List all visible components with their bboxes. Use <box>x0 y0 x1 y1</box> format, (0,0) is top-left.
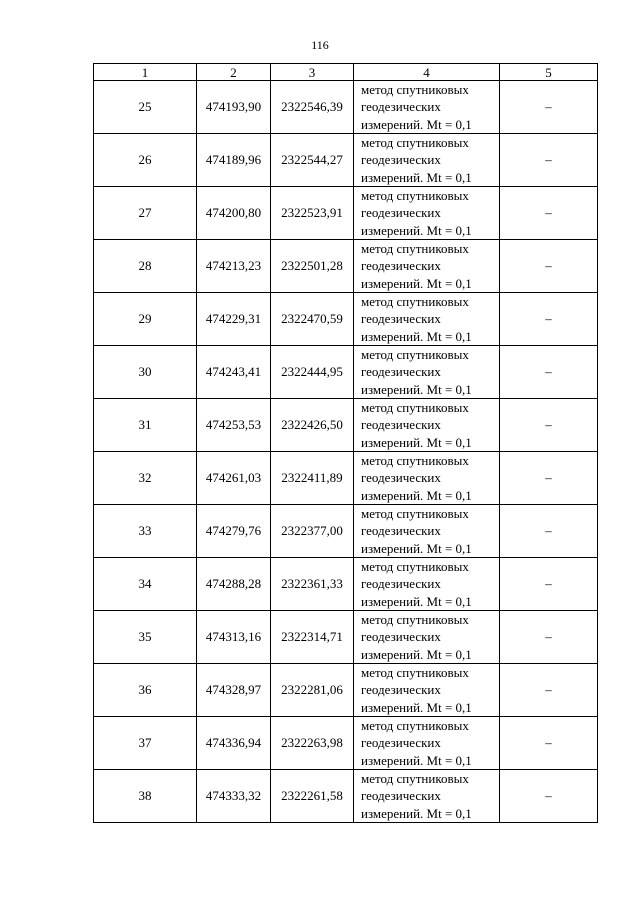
column-header-3: 3 <box>271 64 354 81</box>
y-coordinate-cell: 2322501,28 <box>271 240 354 293</box>
method-line-1: метод спутниковых <box>361 612 469 628</box>
method-line-2: геодезических <box>361 364 441 380</box>
method-line-1: метод спутниковых <box>361 82 469 98</box>
dash-value: – <box>545 682 552 697</box>
table-row <box>94 187 598 240</box>
table-row <box>94 399 598 452</box>
table-row <box>94 240 598 293</box>
column-5-cell <box>500 611 598 664</box>
dash-value: – <box>545 152 552 167</box>
table-row <box>94 717 598 770</box>
dash-value: – <box>545 364 552 379</box>
table-row <box>94 346 598 399</box>
table-row <box>94 452 598 505</box>
method-cell <box>354 81 500 134</box>
method-line-1: метод спутниковых <box>361 665 469 681</box>
x-coordinate-cell: 474253,53 <box>197 399 271 452</box>
method-line-3: измерений. Mt = 0,1 <box>361 646 472 662</box>
column-5-cell <box>500 134 598 187</box>
method-cell <box>354 717 500 770</box>
y-coordinate-cell: 2322261,58 <box>271 770 354 823</box>
x-coordinate-cell: 474333,32 <box>197 770 271 823</box>
x-coordinate-cell: 474189,96 <box>197 134 271 187</box>
x-coordinate-cell: 474200,80 <box>197 187 271 240</box>
method-line-2: геодезических <box>361 258 441 274</box>
point-number-cell: 31 <box>94 399 197 452</box>
dash-value: – <box>545 576 552 591</box>
column-5-cell <box>500 240 598 293</box>
column-5-cell <box>500 187 598 240</box>
method-line-3: измерений. Mt = 0,1 <box>361 593 472 609</box>
dash-value: – <box>545 523 552 538</box>
y-coordinate-cell: 2322470,59 <box>271 293 354 346</box>
method-line-3: измерений. Mt = 0,1 <box>361 275 472 291</box>
method-line-2: геодезических <box>361 99 441 115</box>
x-coordinate-cell: 474288,28 <box>197 558 271 611</box>
table-header-row <box>94 64 598 81</box>
method-line-2: геодезических <box>361 576 441 592</box>
point-number-cell: 25 <box>94 81 197 134</box>
method-line-3: измерений. Mt = 0,1 <box>361 169 472 185</box>
x-coordinate-cell: 474336,94 <box>197 717 271 770</box>
point-number-cell: 28 <box>94 240 197 293</box>
dash-value: – <box>545 99 552 114</box>
point-number-cell: 27 <box>94 187 197 240</box>
column-5-cell <box>500 81 598 134</box>
dash-value: – <box>545 470 552 485</box>
dash-value: – <box>545 205 552 220</box>
dash-value: – <box>545 258 552 273</box>
y-coordinate-cell: 2322361,33 <box>271 558 354 611</box>
method-line-1: метод спутниковых <box>361 241 469 257</box>
method-line-2: геодезических <box>361 629 441 645</box>
point-number-cell: 32 <box>94 452 197 505</box>
method-line-3: измерений. Mt = 0,1 <box>361 381 472 397</box>
x-coordinate-cell: 474193,90 <box>197 81 271 134</box>
table-row <box>94 293 598 346</box>
method-line-3: измерений. Mt = 0,1 <box>361 805 472 821</box>
method-line-1: метод спутниковых <box>361 771 469 787</box>
x-coordinate-cell: 474261,03 <box>197 452 271 505</box>
y-coordinate-cell: 2322314,71 <box>271 611 354 664</box>
column-5-cell <box>500 558 598 611</box>
method-line-3: измерений. Mt = 0,1 <box>361 116 472 132</box>
point-number-cell: 30 <box>94 346 197 399</box>
method-line-2: геодезических <box>361 523 441 539</box>
point-number-cell: 29 <box>94 293 197 346</box>
point-number-cell: 33 <box>94 505 197 558</box>
y-coordinate-cell: 2322544,27 <box>271 134 354 187</box>
column-5-cell <box>500 399 598 452</box>
dash-value: – <box>545 311 552 326</box>
dash-value: – <box>545 629 552 644</box>
x-coordinate-cell: 474313,16 <box>197 611 271 664</box>
method-cell <box>354 505 500 558</box>
column-header-2: 2 <box>197 64 271 81</box>
table-row <box>94 81 598 134</box>
method-line-2: геодезических <box>361 152 441 168</box>
method-cell <box>354 293 500 346</box>
method-line-3: измерений. Mt = 0,1 <box>361 328 472 344</box>
table-row <box>94 134 598 187</box>
method-line-1: метод спутниковых <box>361 135 469 151</box>
method-cell <box>354 452 500 505</box>
y-coordinate-cell: 2322546,39 <box>271 81 354 134</box>
table-row <box>94 558 598 611</box>
y-coordinate-cell: 2322523,91 <box>271 187 354 240</box>
column-5-cell <box>500 452 598 505</box>
method-cell <box>354 346 500 399</box>
point-number-cell: 34 <box>94 558 197 611</box>
y-coordinate-cell: 2322411,89 <box>271 452 354 505</box>
y-coordinate-cell: 2322426,50 <box>271 399 354 452</box>
dash-value: – <box>545 417 552 432</box>
method-cell <box>354 399 500 452</box>
method-cell <box>354 770 500 823</box>
method-line-2: геодезических <box>361 417 441 433</box>
method-cell <box>354 240 500 293</box>
column-5-cell <box>500 770 598 823</box>
coordinates-table <box>93 63 598 823</box>
method-line-3: измерений. Mt = 0,1 <box>361 699 472 715</box>
method-line-3: измерений. Mt = 0,1 <box>361 752 472 768</box>
column-5-cell <box>500 293 598 346</box>
method-line-2: геодезических <box>361 682 441 698</box>
method-cell <box>354 664 500 717</box>
method-line-1: метод спутниковых <box>361 718 469 734</box>
page-number: 116 <box>311 38 329 52</box>
method-line-2: геодезических <box>361 470 441 486</box>
point-number-cell: 38 <box>94 770 197 823</box>
x-coordinate-cell: 474243,41 <box>197 346 271 399</box>
point-number-cell: 37 <box>94 717 197 770</box>
column-5-cell <box>500 505 598 558</box>
point-number-cell: 35 <box>94 611 197 664</box>
x-coordinate-cell: 474213,23 <box>197 240 271 293</box>
column-5-cell <box>500 717 598 770</box>
column-5-cell <box>500 346 598 399</box>
method-line-3: измерений. Mt = 0,1 <box>361 222 472 238</box>
column-header-1: 1 <box>94 64 197 81</box>
y-coordinate-cell: 2322263,98 <box>271 717 354 770</box>
method-line-1: метод спутниковых <box>361 506 469 522</box>
table-row <box>94 664 598 717</box>
table-row <box>94 770 598 823</box>
method-line-2: геодезических <box>361 205 441 221</box>
method-cell <box>354 187 500 240</box>
table-row <box>94 611 598 664</box>
method-line-3: измерений. Mt = 0,1 <box>361 434 472 450</box>
method-line-3: измерений. Mt = 0,1 <box>361 540 472 556</box>
method-line-3: измерений. Mt = 0,1 <box>361 487 472 503</box>
method-cell <box>354 134 500 187</box>
method-line-1: метод спутниковых <box>361 188 469 204</box>
table-body <box>94 64 598 823</box>
method-line-2: геодезических <box>361 735 441 751</box>
method-cell <box>354 611 500 664</box>
dash-value: – <box>545 788 552 803</box>
method-line-1: метод спутниковых <box>361 347 469 363</box>
column-header-5: 5 <box>500 64 598 81</box>
method-line-2: геодезических <box>361 311 441 327</box>
method-line-1: метод спутниковых <box>361 559 469 575</box>
method-line-1: метод спутниковых <box>361 294 469 310</box>
y-coordinate-cell: 2322377,00 <box>271 505 354 558</box>
x-coordinate-cell: 474229,31 <box>197 293 271 346</box>
column-header-4: 4 <box>354 64 500 81</box>
point-number-cell: 26 <box>94 134 197 187</box>
dash-value: – <box>545 735 552 750</box>
method-line-1: метод спутниковых <box>361 453 469 469</box>
column-5-cell <box>500 664 598 717</box>
x-coordinate-cell: 474328,97 <box>197 664 271 717</box>
method-line-1: метод спутниковых <box>361 400 469 416</box>
x-coordinate-cell: 474279,76 <box>197 505 271 558</box>
method-cell <box>354 558 500 611</box>
table-row <box>94 505 598 558</box>
point-number-cell: 36 <box>94 664 197 717</box>
y-coordinate-cell: 2322444,95 <box>271 346 354 399</box>
method-line-2: геодезических <box>361 788 441 804</box>
y-coordinate-cell: 2322281,06 <box>271 664 354 717</box>
